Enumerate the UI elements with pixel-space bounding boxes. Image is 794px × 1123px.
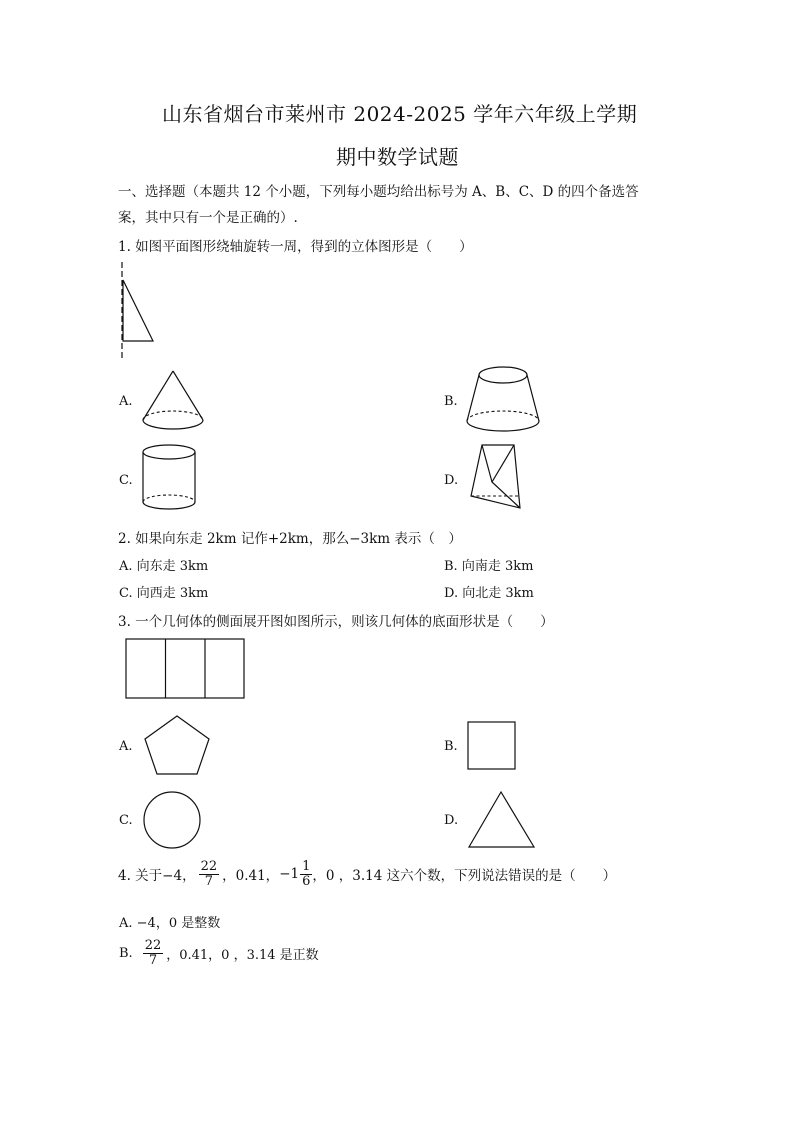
frustum-icon[interactable] (462, 362, 544, 436)
q4-prefix: 4. 关于−4， (118, 868, 196, 885)
q3-option-c-label[interactable]: C. (119, 813, 133, 828)
fraction-numerator: 22 (144, 938, 162, 953)
q3-option-b-label[interactable]: B. (444, 739, 458, 754)
question-1-stem: 1. 如图平面图形绕轴旋转一周，得到的立体图形是（ ） (118, 239, 473, 255)
fraction-numerator: 1 (302, 859, 311, 874)
q4-option-b-text: ，0.41，0 ，3.14 是正数 (166, 947, 319, 963)
q4-mid: ，0.41， (222, 868, 280, 885)
fraction-denominator: 6 (302, 873, 311, 889)
q2-option-d[interactable]: D. 向北走 3km (444, 586, 534, 601)
q3-net-figure (125, 638, 247, 700)
q1-option-c-label[interactable]: C. (119, 473, 133, 488)
mixed-fraction-part (300, 860, 312, 888)
cone-icon[interactable] (138, 368, 208, 434)
question-2-stem: 2. 如果向东走 2km 记作+2km，那么−3km 表示（ ） (118, 531, 462, 547)
page-title-line1: 山东省烟台市莱州市 2024-2025 学年六年级上学期 (162, 102, 638, 126)
q4-option-b[interactable] (119, 939, 319, 967)
q1-option-b-label[interactable]: B. (444, 394, 458, 409)
pentagon-icon[interactable] (142, 714, 212, 778)
square-icon[interactable] (467, 721, 519, 773)
q1-option-d-label[interactable]: D. (444, 473, 459, 488)
q4-option-a[interactable]: A. −4，0 是整数 (119, 916, 221, 931)
page-title-line2: 期中数学试题 (336, 145, 459, 169)
cylinder-icon[interactable] (140, 443, 198, 513)
q2-option-a[interactable]: A. 向东走 3km (119, 559, 209, 574)
q1-option-a-label[interactable]: A. (119, 394, 133, 409)
triangle-icon[interactable] (467, 790, 537, 850)
q3-option-d-label[interactable]: D. (444, 813, 459, 828)
q2-option-c[interactable]: C. 向西走 3km (119, 586, 209, 601)
q1-axis-triangle-figure (114, 262, 164, 360)
fraction-numerator: 22 (200, 859, 218, 874)
question-4-stem (118, 860, 616, 888)
fraction-denominator: 7 (204, 873, 213, 889)
mixed-integer-part: −1 (279, 866, 300, 883)
q3-option-a-label[interactable]: A. (119, 739, 133, 754)
q4-mixed-number (279, 860, 312, 888)
q4-suffix: ，0 ，3.14 这六个数，下列说法错误的是（ ） (312, 868, 617, 885)
triangular-prism-icon[interactable] (462, 440, 528, 516)
question-3-stem: 3. 一个几何体的侧面展开图如图所示，则该几何体的底面形状是（ ） (118, 614, 554, 630)
section-header: 一、选择题（本题共 12 个小题，下列每小题均给出标号为 A、B、C、D 的四个备选答 (118, 184, 639, 200)
q4-fraction-22-7 (199, 860, 220, 888)
q4-option-b-fraction (143, 939, 164, 967)
q2-option-b[interactable]: B. 向南走 3km (444, 559, 534, 574)
section-header-cont: 案，其中只有一个是正确的）. (118, 210, 298, 226)
q4-option-b-label: B. (119, 945, 133, 961)
circle-icon[interactable] (141, 790, 203, 852)
fraction-denominator: 7 (148, 952, 158, 968)
